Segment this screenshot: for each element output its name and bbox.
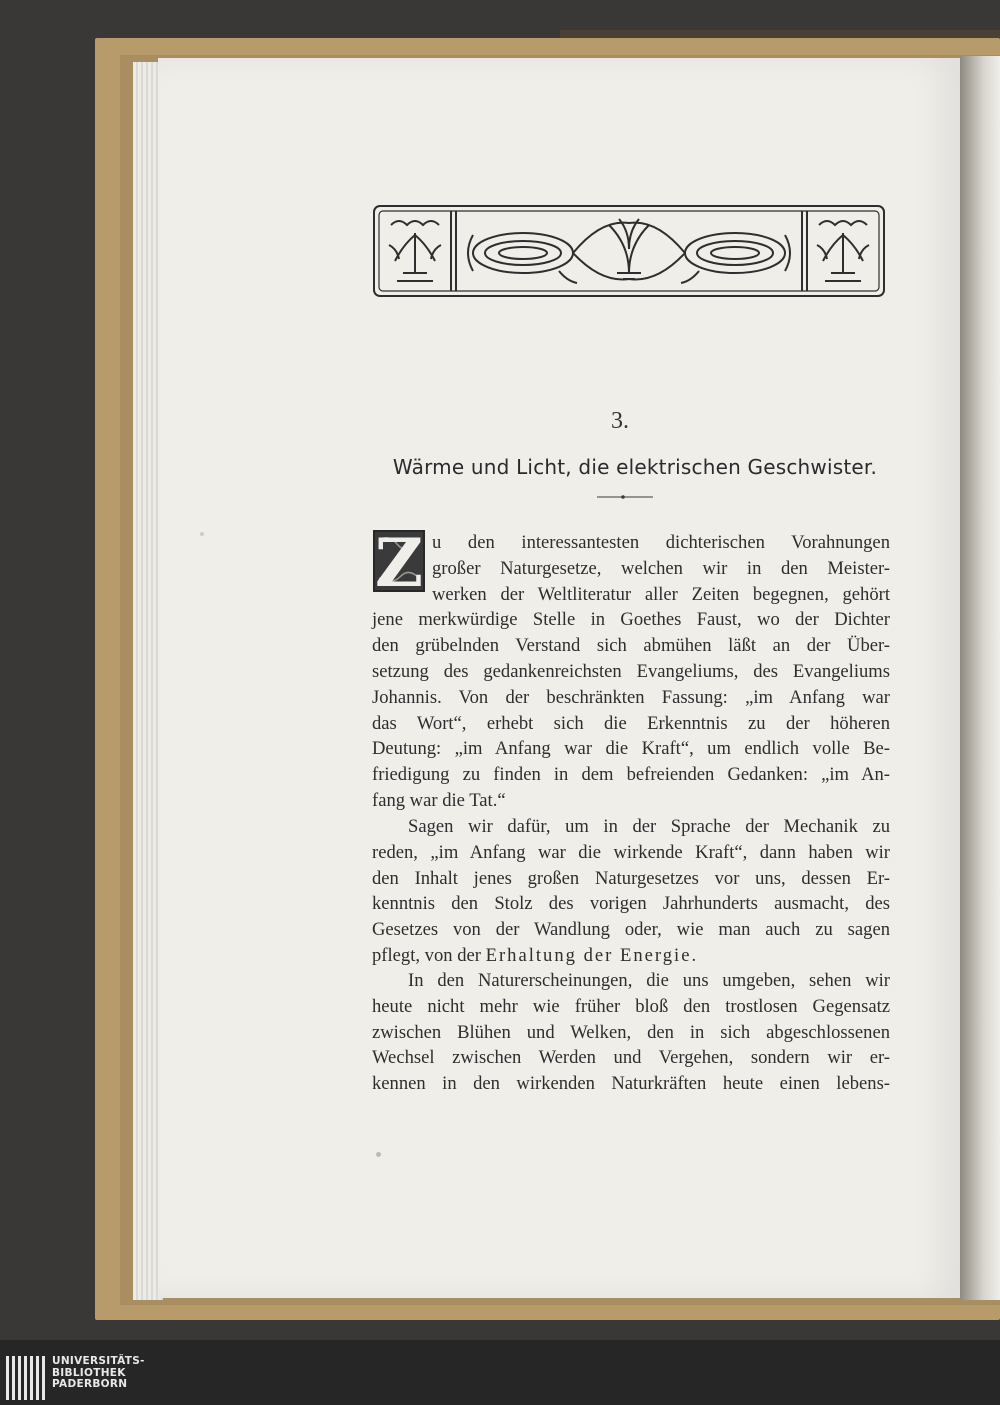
page-gutter [960, 56, 1000, 1300]
text-fragment: . [691, 944, 697, 966]
text-line: reden, „im Anfang war die wirkende Kraft“, dann haben wir [372, 841, 890, 863]
paragraph-2 [372, 814, 890, 969]
text-line: Sagen wir dafür, um in der Sprache der Mechanik zu [408, 816, 890, 837]
dropcap-letter: Z [374, 524, 424, 602]
chapter-title: Wärme und Licht, die elektrischen Geschwister. [392, 455, 878, 479]
text-line: das Wort“, erhebt sich die Erkenntnis zu der höheren [372, 712, 890, 734]
header-ornament [373, 205, 885, 297]
text-line: fang war die Tat.“ [372, 789, 506, 811]
text-line: den grübelnden Verstand sich abmühen läßt an der Über- [372, 635, 890, 657]
chapter-number: 3. [611, 408, 629, 434]
text-line: heute nicht mehr wie früher bloß den trostlosen Gegensatz [372, 995, 890, 1017]
text-line: Wechsel zwischen Werden und Vergehen, sondern wir er- [372, 1047, 890, 1069]
text-line: u den interessantesten dichterischen Vorahnungen [432, 532, 890, 553]
text-line: setzung des gedankenreichsten Evangeliums, des Evangeliums [372, 660, 890, 682]
text-fragment: pflegt, von der [372, 944, 486, 966]
text-line: zwischen Blühen und Welken, den in sich abgeschlossenen [372, 1021, 890, 1043]
library-logo-line: BIBLIOTHEK [52, 1366, 126, 1379]
text-line: In den Naturerscheinungen, die uns umgeben, sehen wir [408, 970, 890, 991]
text-line [372, 943, 890, 969]
text-line: friedigung zu finden in dem befreienden Gedanken: „im An- [372, 764, 890, 786]
text-line: den Inhalt jenes großen Naturgesetzes vor uns, dessen Er- [372, 867, 890, 889]
library-logo-line: PADERBORN [52, 1378, 128, 1390]
library-footer [0, 1340, 1000, 1405]
paragraph-3 [372, 968, 890, 1097]
text-line: jene merkwürdige Stelle in Goethes Faust, wo der Dichter [372, 609, 890, 631]
paper-speck [200, 532, 204, 536]
library-logo-text [52, 1356, 145, 1391]
emphasized-term: Erhaltung der Energie [485, 944, 692, 966]
text-line: kennen in den wirkenden Naturkräften heute einen lebens- [372, 1073, 890, 1095]
title-divider [595, 493, 655, 501]
library-logo-icon [6, 1356, 46, 1400]
paragraph-1 [372, 530, 890, 814]
text-line: Deutung: „im Anfang war die Kraft“, um endlich volle Be- [372, 738, 890, 760]
text-line: Gesetzes von der Wandlung oder, wie man auch zu sagen [372, 919, 890, 941]
paper-speck [376, 1152, 381, 1157]
text-line: werken der Weltliteratur aller Zeiten begegnen, gehört [432, 583, 890, 605]
text-line: Johannis. Von der beschränkten Fassung: „im Anfang war [372, 686, 890, 708]
library-logo-line: UNIVERSITÄTS- [52, 1355, 145, 1367]
text-line: kenntnis den Stolz des vorigen Jahrhunderts ausmacht, des [372, 893, 890, 915]
text-line: großer Naturgesetze, welchen wir in den Meister- [432, 557, 890, 579]
